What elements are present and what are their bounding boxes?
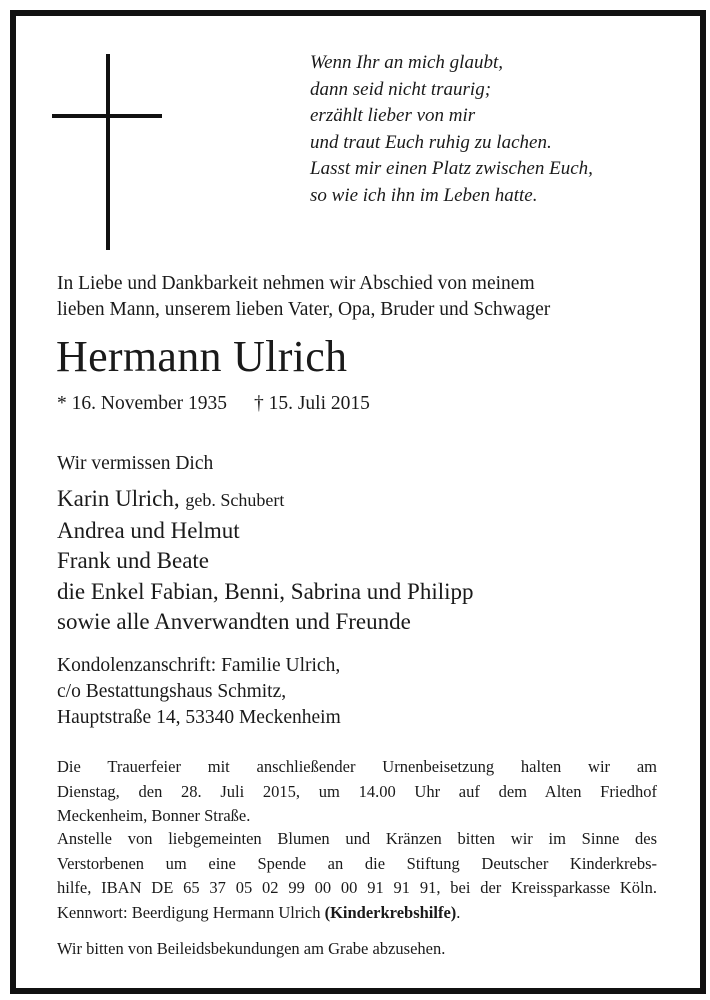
address-line: c/o Bestattungshaus Schmitz, (57, 681, 287, 702)
wife-name: Karin Ulrich, (57, 486, 180, 511)
intro-line: In Liebe und Dankbarkeit nehmen wir Abschied von meinem (57, 273, 535, 294)
farewell-intro (57, 271, 550, 323)
donation-line: Verstorbenen um eine Spende an die Stiftung Deutscher Kinderkrebs- (57, 853, 657, 873)
deceased-name: Hermann Ulrich (56, 332, 348, 381)
donation-line (57, 901, 657, 926)
poem-line: erzählt lieber von mir (310, 105, 476, 126)
donation-info (57, 827, 657, 925)
intro-line: lieben Mann, unserem lieben Vater, Opa, Bruder und Schwager (57, 299, 551, 320)
address-line: Kondolenzanschrift: Familie Ulrich, (57, 655, 341, 676)
poem-line: und traut Euch ruhig zu lachen. (310, 131, 552, 153)
cross-horizontal-bar (52, 114, 162, 118)
address-line: Hauptstraße 14, 53340 Meckenheim (57, 707, 341, 728)
mourner-line: sowie alle Anverwandten und Freunde (57, 609, 411, 634)
poem-line: Wenn Ihr an mich glaubt, (310, 52, 503, 73)
poem (310, 50, 593, 209)
poem-line: dann seid nicht traurig; (310, 78, 492, 100)
poem-line: Lasst mir einen Platz zwischen Euch, (310, 158, 593, 179)
closing-note (57, 937, 657, 962)
mourner-line: die Enkel Fabian, Benni, Sabrina und Philipp (57, 578, 474, 604)
funeral-line: Die Trauerfeier mit anschließender Urnenbeisetzung halten wir am (57, 757, 657, 776)
funeral-line: Meckenheim, Bonner Straße. (57, 806, 251, 825)
funeral-info (57, 755, 657, 829)
password-keyword: (Kinderkrebshilfe) (324, 902, 457, 922)
mourner-line (57, 484, 474, 516)
password-period: . (456, 902, 461, 922)
mourner-line: Frank und Beate (57, 548, 210, 573)
death-date: † 15. Juli 2015 (253, 393, 370, 414)
donation-line: Anstelle von liebgemeinten Blumen und Kränzen bitten wir im Sinne des (57, 829, 657, 848)
mourner-line: Andrea und Helmut (57, 517, 240, 543)
life-dates (57, 391, 370, 417)
mourners-list (57, 484, 474, 638)
wife-maiden-name: geb. Schubert (185, 490, 285, 510)
poem-line: so wie ich ihn im Leben hatte. (310, 184, 538, 206)
donation-line: hilfe, IBAN DE 65 37 05 02 99 00 00 91 91 91, bei der Kreissparkasse Köln. (57, 878, 657, 897)
cross-vertical-bar (106, 54, 110, 250)
birth-date: * 16. November 1935 (57, 393, 228, 414)
mourners-heading: Wir vermissen Dich (57, 453, 214, 474)
funeral-line: Dienstag, den 28. Juli 2015, um 14.00 Uhr auf dem Alten Friedhof (57, 781, 657, 801)
closing-line: Wir bitten von Beileidsbekundungen am Grabe abzusehen. (57, 939, 446, 958)
password-text: Kennwort: Beerdigung Hermann Ulrich (57, 902, 325, 922)
condolence-address (57, 653, 341, 731)
